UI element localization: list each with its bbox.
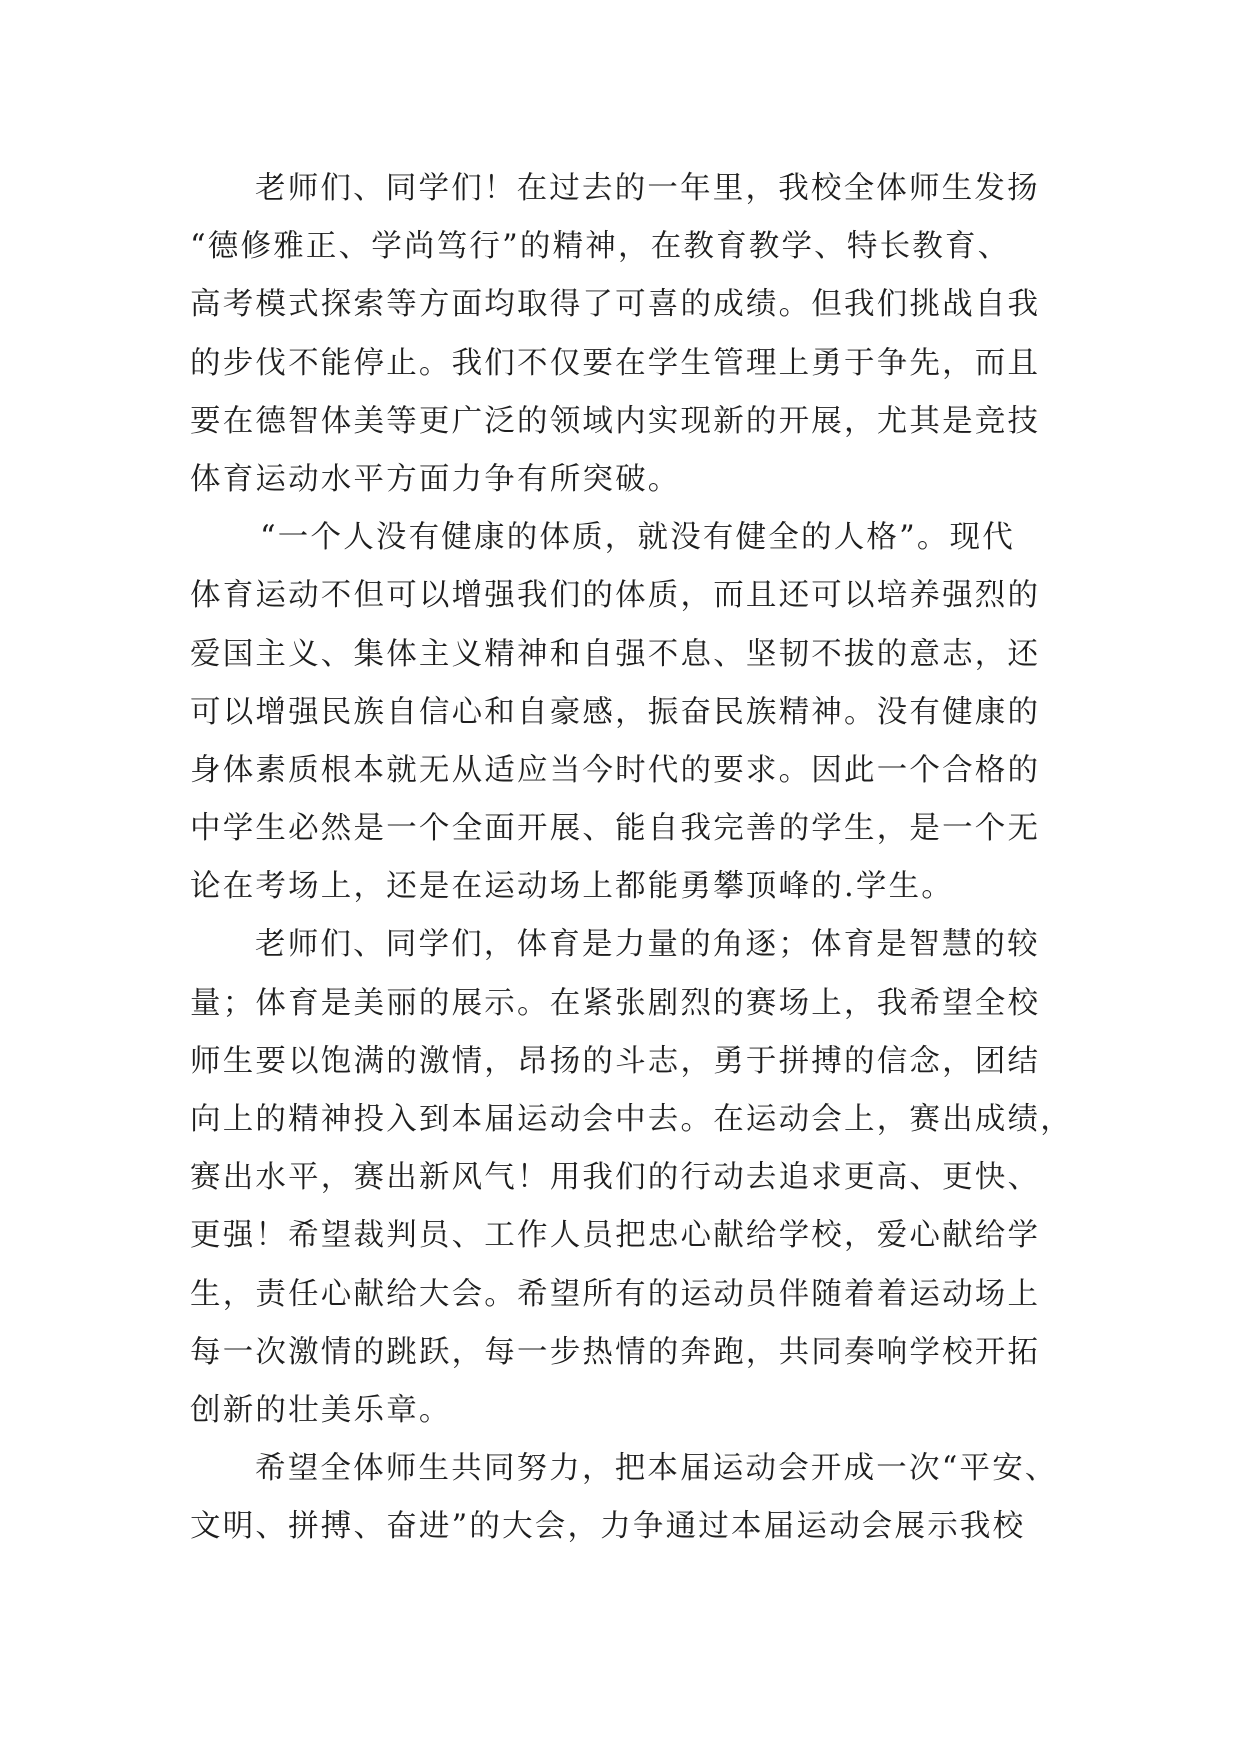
paragraph-line: 老师们、同学们，体育是力量的角逐；体育是智慧的较 [255, 927, 1040, 963]
paragraph-line: 论在考场上，还是在运动场上都能勇攀顶峰的.学生。 [190, 869, 954, 905]
paragraph-line: 创新的壮美乐章。 [190, 1392, 452, 1428]
paragraph-line: 希望全体师生共同努力，把本届运动会开成一次“平安、 [255, 1451, 1058, 1487]
paragraph-line: 文明、拼搏、奋进”的大会，力争通过本届运动会展示我校 [190, 1509, 1026, 1545]
paragraph-line: 要在德智体美等更广泛的领域内实现新的开展，尤其是竞技 [190, 403, 1041, 439]
paragraph-line: 更强！希望裁判员、工作人员把忠心献给学校，爱心献给学 [190, 1218, 1041, 1254]
paragraph-line: 量；体育是美丽的展示。在紧张剧烈的赛场上，我希望全校 [190, 985, 1041, 1021]
paragraph-line: 每一次激情的跳跃，每一步热情的奔跑，共同奏响学校开拓 [190, 1334, 1041, 1370]
paragraph-line: 赛出水平，赛出新风气！用我们的行动去追求更高、更快、 [190, 1160, 1041, 1196]
paragraph-line: 的步伐不能停止。我们不仅要在学生管理上勇于争先，而且 [190, 345, 1041, 381]
paragraph-line: 生，责任心献给大会。希望所有的运动员伴随着着运动场上 [190, 1276, 1041, 1312]
paragraph-line: “一个人没有健康的体质，就没有健全的人格”。现代 [260, 520, 1015, 556]
paragraph-line: 可以增强民族自信心和自豪感，振奋民族精神。没有健康的 [190, 694, 1041, 730]
paragraph-line: 向上的精神投入到本届运动会中去。在运动会上，赛出成绩， [190, 1102, 1073, 1137]
paragraph-2 [190, 509, 1090, 916]
paragraph-line: 高考模式探索等方面均取得了可喜的成绩。但我们挑战自我 [190, 287, 1041, 323]
paragraph-line: 身体素质根本就无从适应当今时代的要求。因此一个合格的 [190, 752, 1041, 788]
paragraph-4 [190, 1440, 1090, 1556]
paragraph-line: 体育运动水平方面力争有所突破。 [190, 461, 681, 497]
paragraph-line: 体育运动不但可以增强我们的体质，而且还可以培养强烈的 [190, 578, 1041, 614]
paragraph-line: 老师们、同学们！在过去的一年里，我校全体师生发扬 [255, 171, 1040, 206]
paragraph-line: “德修雅正、学尚笃行”的精神，在教育教学、特长教育、 [190, 229, 1011, 265]
paragraph-1 [190, 160, 1090, 509]
paragraph-line: 爱国主义、集体主义精神和自强不息、坚韧不拔的意志，还 [190, 636, 1041, 672]
paragraph-line: 师生要以饱满的激情，昂扬的斗志，勇于拼搏的信念，团结 [190, 1043, 1041, 1079]
paragraph-3 [190, 916, 1090, 1440]
paragraph-line: 中学生必然是一个全面开展、能自我完善的学生，是一个无 [190, 811, 1041, 847]
speech-body [190, 160, 1090, 1557]
